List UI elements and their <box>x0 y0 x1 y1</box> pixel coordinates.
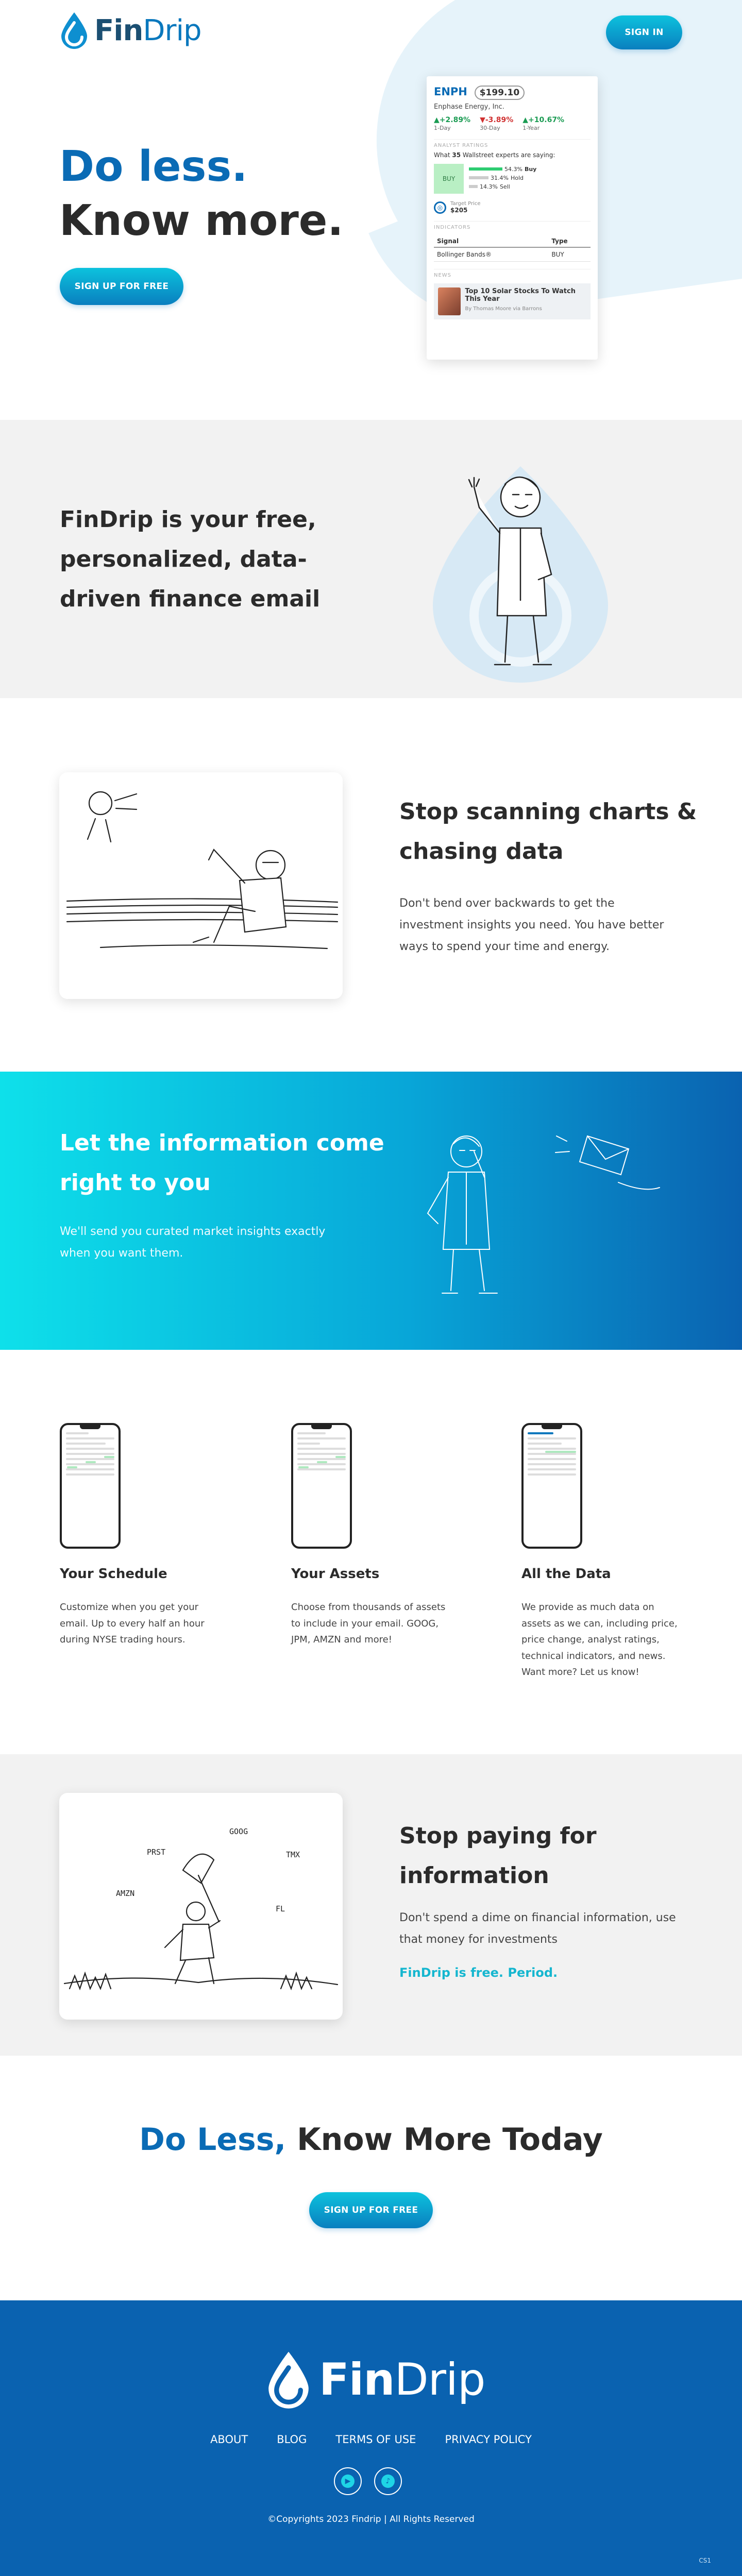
ratings-row <box>434 164 591 194</box>
footer-link-about[interactable]: ABOUT <box>210 2433 248 2446</box>
hero-signup-button[interactable]: SIGN UP FOR FREE <box>60 268 183 305</box>
footer-link-blog[interactable]: BLOG <box>277 2433 307 2446</box>
feature-data-desc: We provide as much data on assets as we can, including price, price change, analyst ratings, technical indicators, and news. Want more? Let us know! <box>521 1602 678 1677</box>
youtube-icon[interactable]: ▶ <box>334 2467 362 2495</box>
footer-nav <box>0 2433 742 2446</box>
rating-bar-hold: 31.4% Hold <box>469 175 591 181</box>
social-links <box>334 2467 402 2495</box>
free-tagline: FinDrip is free. Period. <box>399 1965 558 1980</box>
footer-link-privacy[interactable]: PRIVACY POLICY <box>445 2433 532 2446</box>
arrow-up-icon: ▲ <box>522 116 529 124</box>
logo-fin: Fin <box>94 13 143 47</box>
arrow-up-icon: ▲ <box>434 116 440 124</box>
feature-assets-title: Your Assets <box>291 1566 380 1582</box>
feature-assets-desc: Choose from thousands of assets to include in your email. GOOG, JPM, AMZN and more! <box>291 1602 446 1645</box>
stop-scanning-heading: Stop scanning charts & chasing data <box>399 799 697 865</box>
footer-link-terms[interactable]: TERMS OF USE <box>335 2433 416 2446</box>
ticker-word: AMZN <box>116 1889 135 1898</box>
company-name: Enphase Energy, Inc. <box>434 103 504 111</box>
data-phone-mockup <box>521 1423 582 1549</box>
assets-phone-mockup <box>291 1423 352 1549</box>
target-icon: ◎ <box>434 201 446 214</box>
features-section <box>0 1350 742 1754</box>
ticker-symbol: ENPH <box>434 86 467 98</box>
man-with-envelope-illustration <box>402 1121 670 1306</box>
price-changes <box>434 116 591 132</box>
cta-section <box>0 2056 742 2300</box>
hero-line-2: Know more. <box>59 196 344 245</box>
hero-headline <box>59 140 344 248</box>
corner-badge: CS1 <box>699 2557 711 2564</box>
ticker-price: $199.10 <box>475 86 525 100</box>
cta-heading: Do Less, Know More Today <box>139 2122 603 2158</box>
stop-scanning-section <box>0 698 742 1072</box>
butterfly-net-illustration-card <box>59 1793 343 2020</box>
stop-scanning-body: Don't bend over backwards to get the investment insights you need. You have better ways to spend your time and energy. <box>399 897 664 953</box>
change-1day: ▲+2.89% 1-Day <box>434 116 471 131</box>
copyright-text: ©Copyrights 2023 Findrip | All Rights Reserved <box>267 2514 475 2524</box>
feature-schedule-title: Your Schedule <box>60 1566 167 1582</box>
ratings-label: ANALYST RATINGS <box>434 139 591 148</box>
ticker-word: GOOG <box>229 1827 248 1836</box>
ratings-question: What 35 Wallstreet experts are saying: <box>434 151 555 159</box>
catching-tickers-illustration <box>59 1793 343 2020</box>
target-price: ◎ Target Price $205 <box>434 201 591 214</box>
stop-paying-section <box>0 1754 742 2056</box>
sign-in-button[interactable]: SIGN IN <box>606 15 682 49</box>
businessman-waving-illustration <box>423 446 618 683</box>
drop-icon <box>265 2349 312 2410</box>
change-30day: ▼-3.89% 30-Day <box>480 116 514 131</box>
ratings-bars <box>469 166 591 192</box>
tiktok-icon[interactable]: ♪ <box>374 2467 402 2495</box>
schedule-phone-mockup <box>60 1423 121 1549</box>
rating-bar-buy: 54.3% Buy <box>469 166 591 173</box>
indicators-table: Signal Type Bollinger Bands® BUY <box>434 235 591 262</box>
information-heading: Let the information come right to you <box>60 1130 384 1196</box>
footer <box>0 2300 742 2576</box>
stock-preview-card <box>427 76 598 360</box>
news-thumbnail <box>438 287 461 315</box>
feature-schedule-desc: Customize when you get your email. Up to every half an hour during NYSE trading hours. <box>60 1602 205 1645</box>
ticker-word: TMX <box>286 1850 300 1859</box>
ticker-word: PRST <box>147 1848 166 1857</box>
indicators-label: INDICATORS <box>434 221 591 230</box>
information-body: We'll send you curated market insights exactly when you want them. <box>60 1225 326 1260</box>
findrip-logo[interactable] <box>59 11 201 49</box>
rating-bar-sell: 14.3% Sell <box>469 183 591 190</box>
rating-badge: BUY <box>434 164 464 194</box>
beach-chair-illustration <box>59 772 343 999</box>
change-1year: ▲+10.67% 1-Year <box>522 116 565 131</box>
drop-icon <box>59 11 89 49</box>
hero-line-1: Do less. <box>59 142 248 191</box>
news-label: NEWS <box>434 269 591 278</box>
relaxing-illustration-card <box>59 772 343 999</box>
information-section <box>0 1072 742 1350</box>
stop-paying-body: Don't spend a dime on financial information, use that money for investments <box>399 1911 676 1946</box>
news-item[interactable]: Top 10 Solar Stocks To Watch This Year By Thomas Moore via Barrons <box>434 283 591 319</box>
intro-heading: FinDrip is your free, personalized, data-driven finance email <box>60 506 321 612</box>
hero-section <box>0 0 742 420</box>
ticker-word: FL <box>276 1904 285 1913</box>
intro-section <box>0 420 742 698</box>
feature-data-title: All the Data <box>521 1566 611 1582</box>
footer-logo[interactable]: FinDrip <box>265 2349 485 2410</box>
cta-signup-button[interactable]: SIGN UP FOR FREE <box>309 2192 433 2228</box>
stop-paying-heading: Stop paying for information <box>399 1823 597 1889</box>
logo-drip: Drip <box>143 13 201 47</box>
arrow-down-icon: ▼ <box>480 116 485 124</box>
